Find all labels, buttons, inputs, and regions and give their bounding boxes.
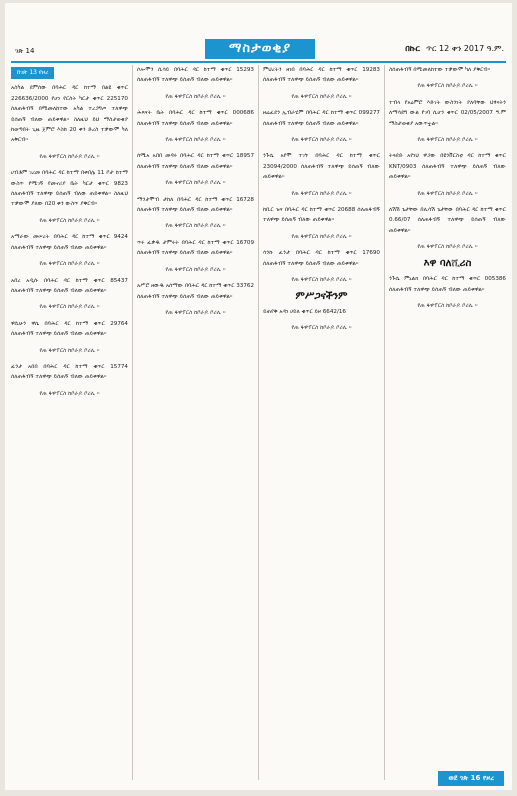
classified-notice (263, 307, 380, 317)
notice-separator: የጠ ፋዋፕርስ ከቦራዶ ቦሪሊ ፡፡ (165, 137, 226, 144)
notice-text: አሥሮ ዘውዱ አሰማው በባሕር ዳር ከተማ ቁጥር 33762 ሰለጠፋብኝ ተለዋጭ ይሰጠኝ ብለው ጠይቀዋል፡፡ (137, 283, 254, 300)
notice-separator: የጠ ፋዋፕርስ ከቦራዶ ቦሪሊ ፡፡ (39, 261, 100, 268)
notice-text: ፈንታ አበበ በባሕር ዳር ከተማ ቁጥር 15774 ሰለጠፋብኝ ተለዋጭ ይሰጠኝ ብለው ጠይቀዋል፡፡ (11, 363, 128, 381)
column-3 (258, 65, 380, 780)
notice-text: ንጉሴ ምኒልክ በባሕር ዳር ከተማ ቁጥር 005386 ሰለጠፋብኝ ተለዋጭ ይሰጠኝ ብለው ጠይቀዋል፡፡ (389, 276, 506, 293)
notice-text: ይጠየቅ አዳነ ሀይለ ቁጥር ይዞ 6642/16 (263, 308, 346, 315)
classified-notice (389, 274, 506, 295)
notice-separator: የጠ ፋዋፕርስ ከቦራዶ ቦሪሊ ፡፡ (291, 325, 352, 332)
classified-notice (137, 195, 254, 216)
classified-notice (137, 281, 254, 302)
classified-notice (263, 205, 380, 226)
notice-text: ሀብቶም ገረመ በባሕር ዳር ከተማ በቀበሌ 11 ቦታ ከተማ ውስጥ የሚገኝ የመኖሪያ ቤት ካርታ ቁጥር 9823 ሰለጠፋብኝ ተለዋጭ ይሰጠኝ ብለው ጠይቀዋል። ስለዚህ ተቃውሞ ያለው በ20 ቀን ውስጥ ያቅርብ፡፡ (11, 170, 128, 208)
notice-separator: የጠ ፋዋፕርስ ከቦራዶ ቦሪሊ ፡፡ (165, 93, 226, 100)
notice-text: አስካል ደምሰው በባሕር ዳር ከተማ በልዩ ቁጥር 226636/2000 የሆነ የርስት ካርታ ቁጥር 225170 ሰለጠፋብኝ በሚመለከተው አካል ተረጋግጦ ተለዋጭ ይሰጠኝ ብለው ጠይቀዋል። ስለዚህ ይህ ማስታወቂያ ከወጣበት ጊዜ ጀምሮ እስከ 20 ቀን ድረስ ተቃውሞ ካለ አቅርብ፡፡ (11, 85, 128, 144)
notice-text: ተብላ የአዕምሮ እድገት ውስንነት ያለባቸው ህፃናትን ለማሳደግ ውል የገባ ሲሆን ቁጥር 02/05/2007 ዓ.ም ማስታወቂያ አውጥቷል። (389, 99, 506, 127)
newspaper-name: በኩር (405, 44, 420, 53)
notice-text: ለሽሽ ጌታቸው በሊሳሽ ጌታቸው በባሕር ዳር ከተማ ቁጥር 0.66/07 ሰለጠፋብኝ ተለዋጭ ይሰጠኝ ብለው ጠይቀዋል፡፡ (389, 207, 506, 234)
notice-text: ዘሬፈደን ኢብራሂም በባሕር ዳር ከተማ ቁጥር 099277 ሰለጠፋብኝ ተለዋጭ ይሰጠኝ ብለው ጠይቀዋል፡፡ (263, 110, 380, 127)
classified-notice (137, 151, 254, 172)
classified-notice (137, 108, 254, 129)
notice-separator: የጠ ፋዋፕርስ ከቦራዶ ቦሪሊ ፡፡ (417, 302, 478, 309)
notice-separator: የጠ ፋዋፕርስ ከቦራዶ ቦሪሊ ፡፡ (39, 217, 100, 224)
notice-text: ከቢር ዝና በባሕር ዳር ከተማ ቁጥር 20688 ሰለጠፋብኝ ተለዋጭ ይሰጠኝ ብለው ጠይቀዋል፡፡ (263, 207, 380, 224)
notice-separator: የጠ ፋዋፕርስ ከቦራዶ ቦሪሊ ፡፡ (291, 93, 352, 100)
notice-text: ስሰጠፋብኝ በሚመለከተው ተቃውሞ ካለ ያቅርብ፡፡ (389, 67, 491, 73)
notice-text: አበረ አዲሱ በባሕር ዳር ከተማ ቁጥር 85437 ሰለጠፋብኝ ተለዋጭ ይሰጠኝ ብለው ጠይቀዋል፡፡ (11, 277, 128, 294)
classified-notice (389, 151, 506, 182)
classified-notice (263, 151, 380, 182)
notice-text: ሳንኩ ፈንታ በባሕር ዳር ከተማ ቁጥር 17690 ሰለጠፋብኝ ተለዋጭ ይሰጠኝ ብለው ጠይቀዋል፡፡ (263, 250, 380, 267)
notice-separator: የጠ ፋዋፕርስ ከቦራዶ ቦሪሊ ፡፡ (291, 137, 352, 144)
notice-separator: የጠ ፋዋፕርስ ከቦራዶ ቦሪሊ ፡፡ (417, 244, 478, 251)
classified-notice (389, 65, 506, 75)
notice-separator: የጠ ፋዋፕርስ ከቦራዶ ቦሪሊ ፡፡ (417, 83, 478, 90)
classified-notice (11, 168, 128, 210)
classified-notice (389, 98, 506, 129)
notice-text: ንጉሴ አየሞ ተገኘ በባሕር ዳር ከተማ ቁጥር 23094/2000 ሰለጠፋብኝ ተለዋጭ ይሰጠኝ ብለው ጠይቀዋል፡፡ (263, 153, 380, 181)
classified-notice (11, 319, 128, 340)
classified-notice (11, 276, 128, 297)
column-subheading: እዋ ባለሺሪስ (423, 257, 472, 269)
section-banner: ማስታወቂያ (205, 39, 315, 59)
notice-text: ሶሎሞን ሲሳይ በባሕር ዳር ከተማ ቁጥር 15293 ሰለጠፋብኝ ተለዋጭ ይሰጠኝ ብለው ጠይቀዋል፡፡ (137, 67, 254, 84)
notice-separator: የጠ ፋዋፕርስ ከቦራዶ ቦሪሊ ፡፡ (291, 277, 352, 284)
newspaper-masthead (405, 44, 504, 54)
notice-text: ጥሩ ፈቃዱ ታምሩት በባሕር ዳር ከተማ ቁጥር 16709 ሰለጠፋብኝ ተለዋጭ ይሰጠኝ ብለው ጠይቀዋል፡፡ (137, 239, 254, 257)
notice-separator: የጠ ፋዋፕርስ ከቦራዶ ቦሪሊ ፡፡ (417, 137, 478, 144)
notice-separator: የጠ ፋዋፕርስ ከቦራዶ ቦሪሊ ፡፡ (291, 233, 352, 240)
column-subheading: ምሥጋናችንም (295, 290, 348, 302)
classified-notice (263, 248, 380, 269)
classified-notice (137, 238, 254, 259)
notice-separator: የጠ ፋዋፕርስ ከቦራዶ ቦሪሊ ፡፡ (39, 347, 100, 354)
notice-separator: የጠ ፋዋፕርስ ከቦራዶ ቦሪሊ ፡፡ (417, 190, 478, 197)
notice-text: ማንታሞብ ታከለ በባሕር ዳር ከተማ ቁጥር 16728 ሰለጠፋብኝ ተለዋጭ ይሰጠኝ ብለው ጠይቀዋል፡፡ (137, 196, 254, 214)
notice-separator: የጠ ፋዋፕርስ ከቦራዶ ቦሪሊ ፡፡ (165, 180, 226, 187)
continued-from-tag: ከገጽ 13 የዞረ (11, 67, 54, 79)
notice-columns (11, 65, 506, 780)
notice-separator: የጠ ፋዋፕርስ ከቦራዶ ቦሪሊ ፡፡ (165, 309, 226, 316)
notice-separator: የጠ ፋዋፕርስ ከቦራዶ ቦሪሊ ፡፡ (165, 223, 226, 230)
notice-text: ዋሲሁን ዋሴ በባሕር ዳር ከተማ ቁጥር 29764 ሰለጠፋብኝ ተለዋጭ ይሰጠኝ ብለው ጠይቀዋል፡፡ (11, 320, 128, 338)
notice-text: ምህረትን ዘነበ በባሕር ዳር ከተማ ቁጥር 19283 ሰለጠፋብኝ ተለዋጭ ይሰጠኝ ብለው ጠይቀዋል፡፡ (263, 67, 380, 84)
classified-notice (263, 65, 380, 86)
page-number: ገጽ 14 (15, 47, 35, 55)
notice-text: አማራው መሠረት በባሕር ዳር ከተማ ቁጥር 9424 ሰለጠፋብኝ ተለዋጭ ይሰጠኝ ብለው ጠይቀዋል፡፡ (11, 234, 128, 251)
continued-tag: ወደ ገጽ 16 የዞረ (438, 771, 504, 786)
notice-separator: የጠ ፋዋፕርስ ከቦራዶ ቦሪሊ ፡፡ (39, 390, 100, 397)
classified-notice (11, 232, 128, 253)
column-4 (384, 65, 506, 780)
issue-date: ጥር 12 ቀን 2017 ዓ.ም. (425, 44, 504, 53)
header-rule (11, 61, 506, 63)
column-2 (132, 65, 254, 780)
notice-separator: የጠ ፋዋፕርስ ከቦራዶ ቦሪሊ ፡፡ (165, 266, 226, 273)
column-1 (11, 65, 128, 780)
classified-notice (11, 83, 128, 145)
notice-separator: የጠ ፋዋፕርስ ከቦራዶ ቦሪሊ ፡፡ (291, 190, 352, 197)
classified-notice (263, 108, 380, 129)
notice-separator: የጠ ፋዋፕርስ ከቦራዶ ቦሪሊ ፡፡ (39, 304, 100, 311)
classified-notice (11, 362, 128, 383)
page-header (5, 3, 512, 61)
notice-text: ሕጻናት ቤት በባሕር ዳር ከተማ ቁጥር 000686 ሰለጠፋብኝ ተለዋጭ ይሰጠኝ ብለው ጠይቀዋል፡፡ (137, 110, 254, 127)
classified-notice (389, 205, 506, 236)
notice-text: ሰሚአ አበበ መዳሩ በባሕር ዳር ከተማ ቁጥር 18957 ሰለጠፋብኝ ተለዋጭ ይሰጠኝ ብለው ጠይቀዋል፡፡ (137, 153, 254, 170)
classified-notice (137, 65, 254, 86)
notice-separator: የጠ ፋዋፕርስ ከቦራዶ ቦሪሊ ፡፡ (39, 153, 100, 160)
notice-text: ትጓደድ አየነህ ዋጋው በዩንቨርስቲ ዳር ከተማ ቁጥር KNT/0903 ሰለጠፋብኝ ተለዋጭ ይሰጠኝ ብለው ጠይቀዋል፡፡ (389, 153, 506, 181)
newspaper-page (5, 3, 512, 790)
